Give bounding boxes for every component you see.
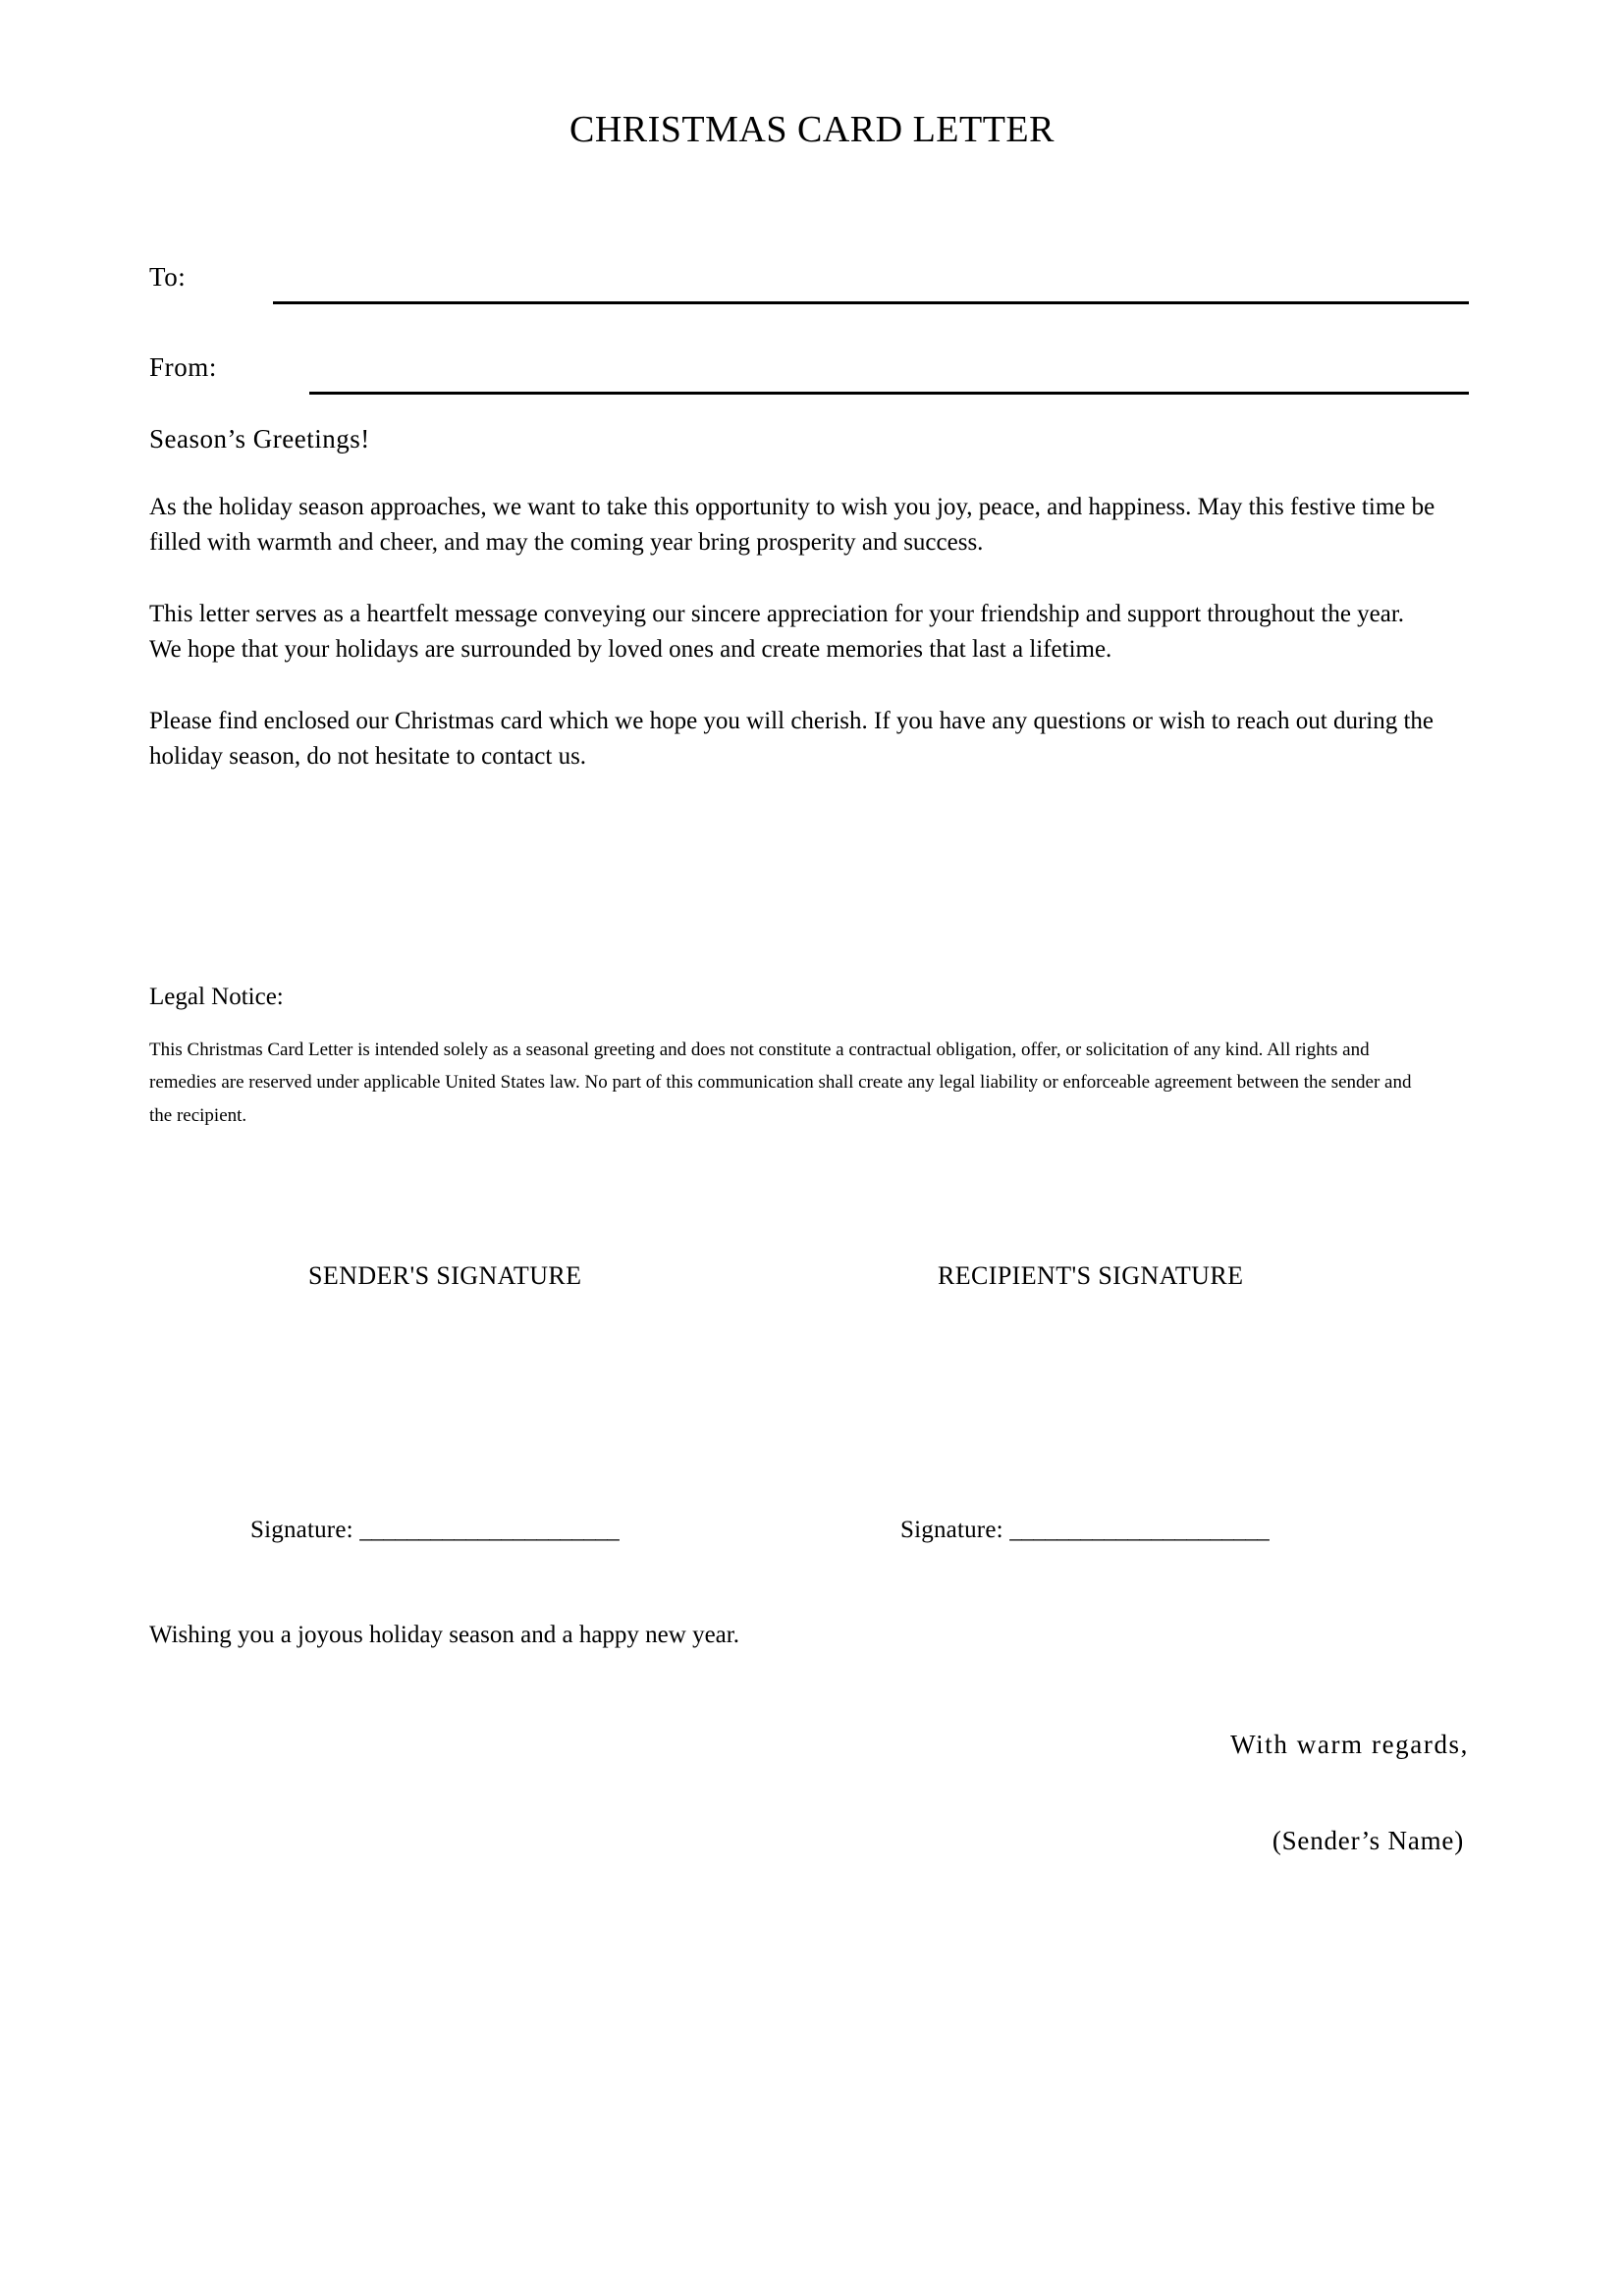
legal-notice-heading: Legal Notice: [149, 984, 284, 1010]
signature-headers [149, 1261, 1435, 1301]
recipient-signature-label: Signature: [900, 1517, 1003, 1543]
closing-wish-text: Wishing you a joyous holiday season and a happy new year. [149, 1622, 739, 1648]
recipient-signature-line[interactable] [900, 1517, 1269, 1544]
from-field-row [149, 351, 1469, 397]
signature-lines [149, 1517, 1435, 1556]
legal-notice-section [149, 982, 1435, 1133]
to-field-input-rule[interactable] [273, 301, 1469, 304]
to-field-row [149, 261, 1469, 306]
recipient-signature-blank: ______________________ [1009, 1517, 1270, 1543]
sender-signature-header: SENDER'S SIGNATURE [308, 1261, 582, 1290]
from-field-input-rule[interactable] [309, 392, 1469, 395]
legal-notice-text: This Christmas Card Letter is intended solely as a seasonal greeting and does not constitute a contractual obligation, offer, or solicitation of any kind. All rights and remedies are reserved under applicable United States law. No part of this communication shall create any legal liability or enforceable agreement between the sender and the recipient. [149, 1039, 1412, 1127]
signoff-block [149, 1728, 1469, 1858]
to-field-label: To: [149, 262, 187, 292]
signoff-regards: With warm regards, [1230, 1730, 1469, 1759]
letter-greeting: Season’s Greetings! [149, 424, 370, 454]
letter-paragraph-3: Please find enclosed our Christmas card which we hope you will cherish. If you have any questions or wish to reach out during the holiday season, do not hesitate to contact us. [149, 708, 1435, 770]
recipient-signature-header: RECIPIENT'S SIGNATURE [938, 1261, 1244, 1290]
letter-body [149, 422, 1435, 774]
page-title: CHRISTMAS CARD LETTER [569, 109, 1055, 150]
from-field-label: From: [149, 352, 218, 382]
sender-signature-line[interactable] [250, 1517, 619, 1544]
letter-paragraph-2: This letter serves as a heartfelt message conveying our sincere appreciation for your friendship and support throughout the year. We hope that your holidays are surrounded by loved ones and create memories that last a lifetime. [149, 601, 1405, 663]
signoff-sender-name: (Sender’s Name) [1272, 1826, 1464, 1856]
sender-signature-blank: ______________________ [359, 1517, 620, 1543]
letter-paragraph-1: As the holiday season approaches, we want to take this opportunity to wish you joy, peace, and happiness. May this festive time be filled with warmth and cheer, and may the coming year bring prosperity and success. [149, 494, 1435, 556]
sender-signature-label: Signature: [250, 1517, 353, 1543]
